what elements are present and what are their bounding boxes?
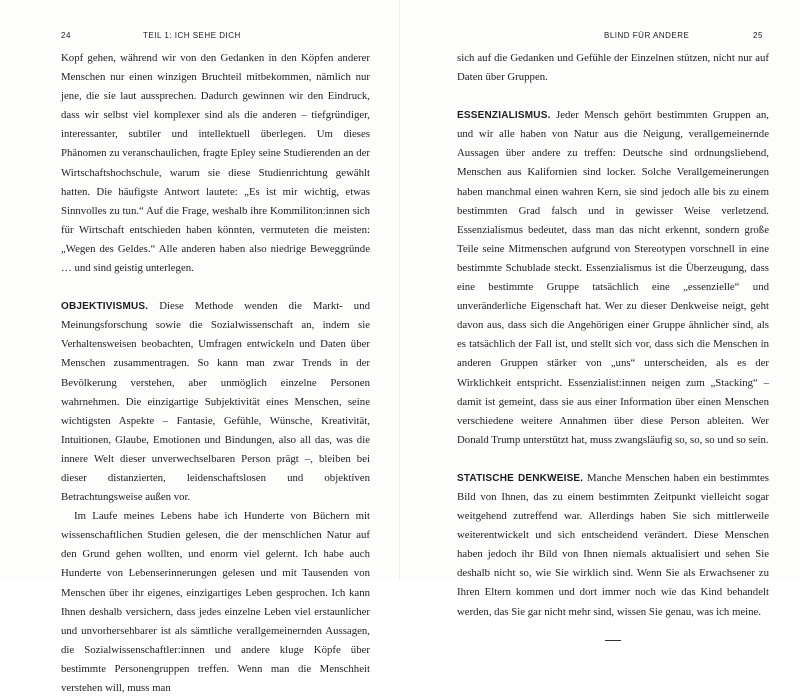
- section-text: Jeder Mensch gehört bestimmten Gruppen an, und wir alle haben von Natur aus die Neigung, verallgemeinernde Aussagen über andere zu treffen: Deutsche sind ordnungsliebend, Menschen aus Kalifornien sind locker. Solche Verallgemeinerungen haben manchmal einen wahren Kern, sie sind jedoch alle bis zu einem bestimmten Grad falsch und in gewisser Weise verletzend. Essenzialismus bedeutet, dass man das nicht erkennt, sondern große Teile seine Mitmenschen aufgrund von Stereotypen vorschnell in eine bestimmte Schublade steckt. Essenzialismus ist die Überzeugung, dass eine bestimmte Gruppe tatsächlich eine „essenzielle“ und unveränderliche Eigenschaft hat. Wer zu dieser Denkweise neigt, geht davon aus, dass sich die Angehörigen einer Gruppe ähnlicher sind, als es tatsächlich der Fall ist, und stellt sich vor, dass sich die Menschen in anderen Gruppen stärker von „uns“ unterscheiden, als es der Wirklichkeit entspricht. Essenzialist:innen neigen zum „Stacking“ – damit ist gemeint, dass sie aus einer Information über einen Menschen verschiedene weitere Annahmen über diese Person ableiten. Wer Donald Trump unterstützt hat, muss zwangsläufig so, so, so und so sein.: [457, 109, 769, 446]
- left-page-body: [61, 49, 370, 698]
- page-number-left: 24: [61, 31, 71, 40]
- section-heading: OBJEKTIVISMUS.: [61, 301, 149, 313]
- right-page-body: [457, 49, 769, 641]
- paragraph: Im Laufe meines Lebens habe ich Hunderte von Büchern mit wissenschaftlichen Studien gelesen, die der menschlichen Natur auf den Grund gehen wollten, und enorm viel gelernt. Ich habe auch Hunderte von Lebenserinnerungen gelesen und mit Tausenden von Menschen über ihr eigenes, einzigartiges Leben gesprochen. Ich kann Ihnen deshalb versichern, dass jedes einzelne Leben viel erstaunlicher und unvorhersehbarer ist als sämtliche verallgemeinernden Aussagen, die Sozialwissenschaftler:innen und andere kluge Köpfe über bestimmte Personengruppen treffen. Wenn man die Menschheit verstehen will, muss man: [61, 510, 370, 694]
- running-head-right: BLIND FÜR ANDERE: [604, 31, 690, 40]
- section-end-rule: [605, 640, 621, 641]
- section-objektivismus: [61, 297, 370, 507]
- left-page: [0, 0, 400, 694]
- section-text: Manche Menschen haben ein bestimmtes Bild von Ihnen, das zu einem bestimmten Zeitpunkt vielleicht sogar weitgehend zutreffend war. Allerdings haben Sie sich mittlerweile weiterentwickelt und sich entscheidend verändert. Diese Menschen haben jedoch ihr Bild von Ihnen niemals aktualisiert und sehen Sie deshalb nicht so, wie Sie wirklich sind. Wenn Sie als Erwachsener zu Ihren Eltern kommen und dort immer noch wie das Kind behandelt werden, das Sie gar nicht mehr sind, wissen Sie genau, was ich meine.: [457, 471, 770, 618]
- section-heading: ESSENZIALISMUS.: [457, 110, 551, 122]
- right-page: [400, 0, 800, 618]
- paragraph: Kopf gehen, während wir von den Gedanken in den Köpfen anderer Menschen nur einen winzigen Bruchteil mitbekommen, nämlich nur jene, die sie laut aussprechen. Dadurch gewinnen wir den Eindruck, dass wir selbst viel komplexer sind als die anderen – tiefgründiger, interessanter, subtiler und intellektuell überlegen. Um dieses Phänomen zu veranschaulichen, fragte Epley seine Studierenden an der Wirtschaftshochschule, warum sie diese Studienrichtung gewählt hatten. Die häufigste Antwort lautete: „Es ist mir wichtig, etwas Sinnvolles zu tun.“ Auf die Frage, weshalb ihre Kommiliton:innen sich für Wirtschaft entschieden haben könnten, vermuteten die meisten: „Wegen des Geldes.“ Alle anderen haben also niedrige Beweggründe … und sind geistig unterlegen.: [61, 52, 370, 275]
- page-number-right: 25: [753, 31, 763, 40]
- section-statische-denkweise: [457, 469, 769, 622]
- running-head-left: TEIL 1: ICH SEHE DICH: [143, 31, 241, 40]
- paragraph: sich auf die Gedanken und Gefühle der Einzelnen stützen, nicht nur auf Daten über Gruppen.: [457, 52, 769, 84]
- section-essenzialismus: [457, 106, 769, 450]
- section-text: Diese Methode wenden die Markt- und Meinungsforschung sowie die Sozialwissenschaft an, indem sie Verhaltensweisen beobachten, Umfragen entwickeln und Daten über Menschen zusammentragen. So kann man zwar Trends in der Bevölkerung verstehen, aber unmöglich einzelne Personen wahrnehmen. Die einzigartige Subjektivität eines Menschen, seine wichtigsten Aspekte – Fantasie, Gefühle, Wünsche, Kreativität, Intuitionen, Glaube, Emotionen und Bindungen, also all das, was die innere Welt dieser unverwechselbaren Person prägt –, bleiben bei dieser distanzierten, leidenschaftslosen und objektiven Betrachtungsweise außen vor.: [61, 300, 370, 504]
- section-heading: STATISCHE DENKWEISE.: [457, 472, 584, 484]
